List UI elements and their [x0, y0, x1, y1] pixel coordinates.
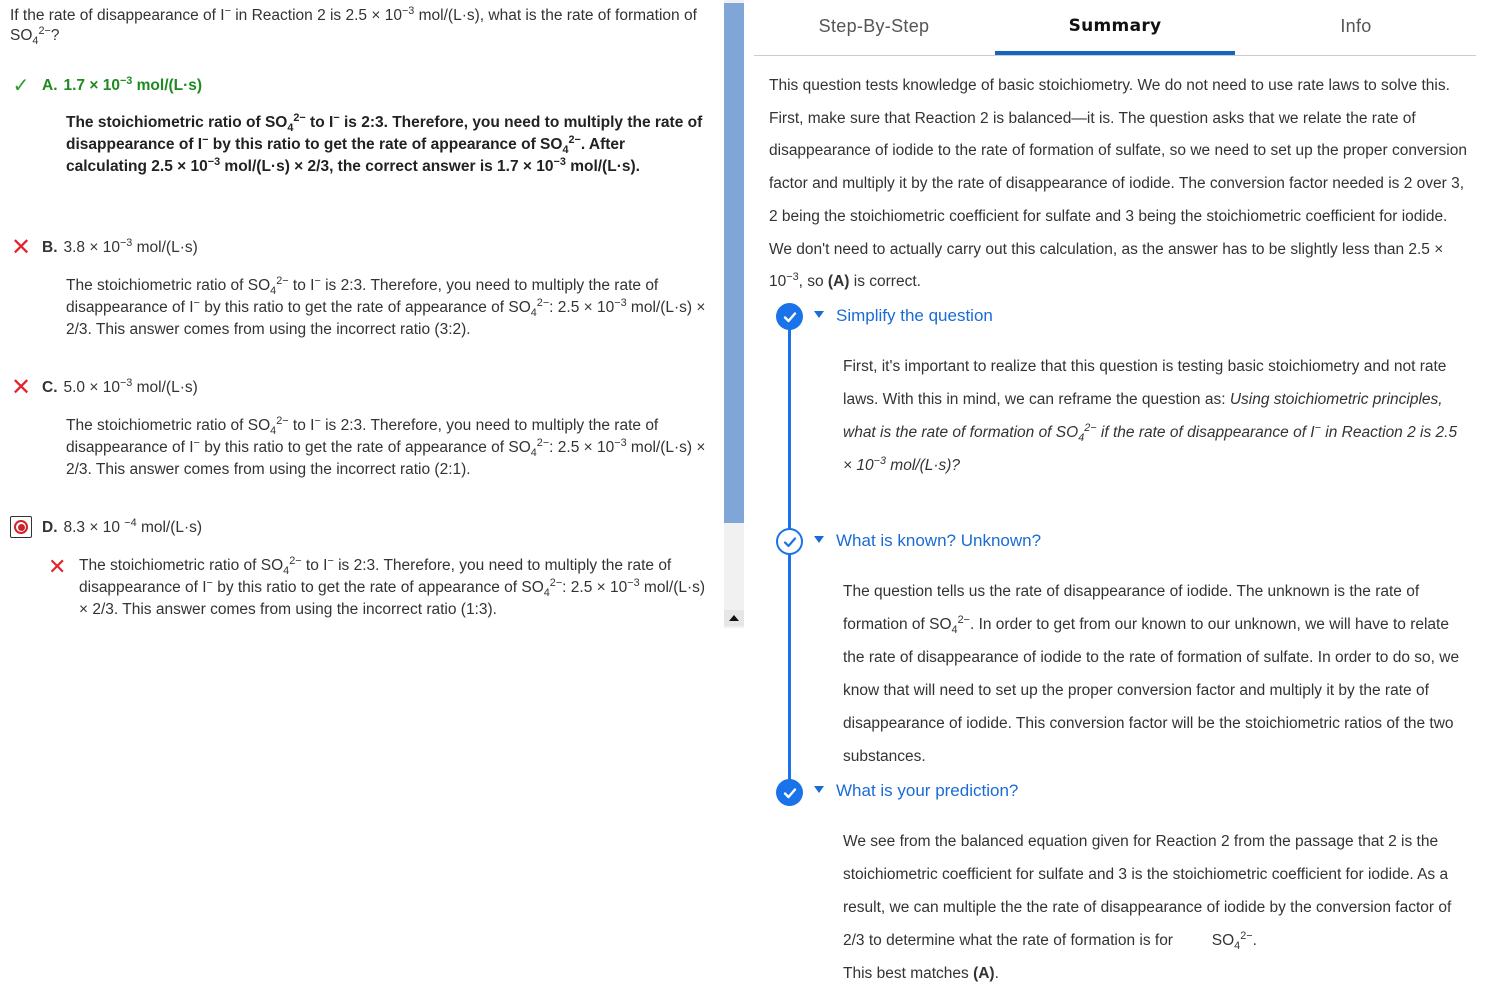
- cross-icon: ✕: [10, 234, 32, 261]
- text-fragment: 2−: [276, 414, 289, 427]
- text-fragment: −: [202, 133, 209, 146]
- caret-down-icon: [814, 786, 824, 793]
- text-fragment: by this ratio to get the rate of appearance of SO: [212, 579, 544, 596]
- active-tab-indicator: [995, 51, 1235, 55]
- text-fragment: mol/(L·s), what is the rate of formation of SO: [10, 7, 697, 44]
- text-fragment: −3: [786, 271, 799, 284]
- choice-b-explanation: [66, 275, 706, 341]
- text-fragment: is 2:3. Therefore, you need to multiply the rate of disappearance of I: [79, 557, 672, 596]
- text-fragment: in Reaction 2 is 2.5 × 10: [843, 424, 1458, 474]
- text-fragment: (A): [827, 273, 850, 291]
- text-fragment: First, it's important to realize that this question is testing basic stoichiometry and not rate laws. With this in mind, we can reframe the question as:: [843, 358, 1447, 408]
- text-fragment: by this ratio to get the rate of appearance of SO: [199, 299, 531, 316]
- tab-info[interactable]: Info: [1340, 16, 1372, 36]
- answer-explanations-pane: [0, 0, 722, 991]
- text-fragment: 4: [530, 447, 537, 460]
- step-known-unknown-body: [843, 575, 1467, 773]
- text-fragment: (A): [973, 965, 995, 982]
- choice-a-explanation: [66, 112, 706, 178]
- text-fragment: .: [1252, 932, 1257, 949]
- text-fragment: D.: [42, 519, 58, 536]
- choice-d-label: [42, 518, 202, 538]
- text-fragment: if the rate of disappearance of I: [1096, 424, 1315, 441]
- choice-d-explanation: [79, 555, 709, 621]
- text-fragment: The stoichiometric ratio of SO: [79, 557, 284, 574]
- text-fragment: 4: [543, 587, 550, 600]
- text-fragment: 4: [951, 624, 958, 637]
- text-fragment: 4: [530, 307, 537, 320]
- text-fragment: −4: [124, 516, 137, 529]
- text-fragment: Simplify the question: [836, 306, 993, 325]
- text-fragment: 8.3 × 10: [63, 519, 125, 536]
- text-fragment: to I: [288, 277, 315, 294]
- text-fragment: −: [193, 436, 200, 449]
- text-fragment: −: [224, 4, 231, 17]
- text-fragment: We see from the balanced equation given for Reaction 2 from the passage that 2 is the stoichiometric coefficient for sulfate and 3 is the stoichiometric coefficient for iodide. As a result, we can multiple the the rate of disappearance of iodide by the conversion factor of 2/3 to determine what the rate of formation is for: [843, 833, 1452, 949]
- text-fragment: −3: [553, 155, 566, 168]
- step-known-unknown[interactable]: [814, 531, 1041, 551]
- text-fragment: mol/(L·s): [136, 519, 203, 536]
- text-fragment: −: [327, 554, 334, 567]
- text-fragment: −3: [614, 296, 627, 309]
- text-fragment: −3: [207, 155, 221, 168]
- text-fragment: This best matches: [843, 965, 974, 982]
- choice-c-explanation: [66, 415, 706, 481]
- text-fragment: 2−: [38, 24, 51, 37]
- step-check-outline-icon: [776, 528, 803, 555]
- step-prediction[interactable]: [814, 781, 1018, 801]
- text-fragment: 2−: [276, 274, 289, 287]
- text-fragment: is 2:3. Therefore, you need to multiply the rate of disappearance of I: [66, 417, 659, 456]
- text-fragment: .: [994, 965, 999, 982]
- text-fragment: 4: [562, 144, 569, 157]
- text-fragment: −3: [119, 74, 133, 87]
- text-fragment: 2−: [536, 296, 550, 309]
- text-fragment: The stoichiometric ratio of SO: [66, 114, 288, 131]
- text-fragment: to I: [301, 557, 328, 574]
- text-fragment: −3: [119, 376, 133, 389]
- text-fragment: The stoichiometric ratio of SO: [66, 277, 271, 294]
- text-fragment: 1.7 × 10: [63, 77, 120, 94]
- text-fragment: mol/(L·s): [132, 239, 198, 256]
- text-fragment: A.: [42, 77, 58, 94]
- text-fragment: This question tests knowledge of basic stoichiometry. We do not need to use rate laws to solve this. First, make sure that Reaction 2 is balanced—it is. The question asks that we relate the rate of disappearance of iodide to the rate of formation of sulfate, so we need to set up the proper conversion factor and multiply it by the rate of disappearance of iodide. The conversion factor needed is 2 over 3, 2 being the stoichiometric coefficient for sulfate and 3 being the stoichiometric coefficient for iodide. We don't need to actually carry out this calculation, as the answer has to be slightly less than 2.5 × 10: [769, 77, 1467, 291]
- text-fragment: in Reaction 2 is 2.5 × 10: [230, 7, 402, 24]
- choice-b-label: [42, 238, 198, 258]
- tab-summary[interactable]: Summary: [1068, 16, 1162, 36]
- text-fragment: mol/(L·s): [132, 77, 203, 94]
- caret-down-icon: [814, 311, 824, 318]
- text-fragment: 2−: [293, 111, 306, 124]
- text-fragment: −3: [614, 436, 627, 449]
- step-simplify-question[interactable]: [814, 306, 993, 326]
- scroll-up-arrow-icon[interactable]: [724, 610, 744, 626]
- cross-icon: ✕: [10, 374, 32, 401]
- text-fragment: −3: [627, 576, 640, 589]
- selected-radio-icon[interactable]: [10, 516, 32, 538]
- text-fragment: B.: [42, 239, 58, 256]
- text-fragment: mol/(L·s) × 2/3. This answer comes from using the incorrect ratio (3:2).: [66, 299, 706, 338]
- text-fragment: −: [314, 414, 321, 427]
- text-fragment: . After calculating 2.5 × 10: [66, 136, 626, 175]
- text-fragment: mol/(L·s) × 2/3. This answer comes from using the incorrect ratio (2:1).: [66, 439, 706, 478]
- explanation-panel: [752, 0, 1487, 991]
- text-fragment: 4: [287, 122, 294, 135]
- text-fragment: −: [193, 296, 200, 309]
- summary-paragraph: [769, 70, 1469, 299]
- text-fragment: is 2:3. Therefore, you need to multiply the rate of disappearance of I: [66, 114, 703, 153]
- cross-icon: ✕: [48, 554, 67, 579]
- text-fragment: is correct.: [849, 273, 921, 291]
- text-fragment: 4: [270, 425, 277, 438]
- text-fragment: SO: [1211, 932, 1235, 949]
- text-fragment: 2−: [289, 554, 302, 567]
- step-complete-check-icon: [776, 303, 803, 330]
- text-fragment: 2−: [568, 133, 581, 146]
- text-fragment: by this ratio to get the rate of appearance of SO: [199, 439, 531, 456]
- text-fragment: −: [314, 274, 321, 287]
- text-fragment: 3.8 × 10: [63, 239, 120, 256]
- text-fragment: 2−: [549, 576, 563, 589]
- tab-bar: [754, 0, 1476, 56]
- text-fragment: by this ratio to get the rate of appearance of SO: [208, 136, 563, 153]
- text-fragment: 2−: [957, 613, 970, 626]
- text-fragment: ?: [50, 27, 60, 44]
- text-fragment: mol/(L·s).: [565, 158, 640, 175]
- step-complete-check-icon: [776, 779, 803, 806]
- text-fragment: mol/(L·s) × 2/3. This answer comes from using the incorrect ratio (1:3).: [79, 579, 706, 618]
- scrollbar-thumb[interactable]: [724, 3, 744, 523]
- step-prediction-body: [843, 825, 1467, 990]
- text-fragment: −3: [873, 454, 886, 467]
- text-fragment: 2−: [536, 436, 550, 449]
- text-fragment: The stoichiometric ratio of SO: [66, 417, 271, 434]
- text-fragment: 4: [283, 565, 290, 578]
- text-fragment: 4: [32, 35, 39, 48]
- caret-down-icon: [814, 536, 824, 543]
- text-fragment: . In order to get from our known to our unknown, we will have to relate the rate of disappearance of iodide to the rate of formation of sulfate. In order to do so, we know that will need to set up the proper conversion factor and multiply it by the rate of disappearance of iodide. This conversion factor will be the stoichiometric ratios of the two substances.: [843, 616, 1460, 765]
- question-text: [10, 6, 700, 46]
- text-fragment: The question tells us the rate of disappearance of iodide. The unknown is the rate of formation of SO: [843, 583, 1420, 633]
- text-fragment: −3: [401, 4, 415, 17]
- check-icon: ✓: [12, 75, 30, 97]
- text-fragment: 4: [1234, 940, 1241, 953]
- text-fragment: : 2.5 × 10: [549, 439, 615, 456]
- text-fragment: −: [333, 111, 340, 124]
- tab-step-by-step[interactable]: Step-By-Step: [818, 16, 930, 36]
- choice-a-label: [42, 76, 202, 96]
- text-fragment: 5.0 × 10: [63, 379, 120, 396]
- text-fragment: If the rate of disappearance of I: [10, 7, 225, 24]
- text-fragment: 2−: [1240, 929, 1253, 942]
- text-fragment: 2−: [1084, 421, 1097, 434]
- text-fragment: , so: [798, 273, 828, 291]
- text-fragment: What is known? Unknown?: [836, 531, 1042, 550]
- text-fragment: C.: [42, 379, 58, 396]
- text-fragment: mol/(L·s): [132, 379, 198, 396]
- text-fragment: : 2.5 × 10: [562, 579, 628, 596]
- text-fragment: −3: [119, 236, 133, 249]
- choice-c-label: [42, 378, 198, 398]
- text-fragment: : 2.5 × 10: [549, 299, 615, 316]
- text-fragment: 4: [270, 285, 277, 298]
- step-simplify-body: [843, 350, 1467, 482]
- text-fragment: Using stoichiometric principles, what is the rate of formation of SO: [843, 391, 1443, 441]
- text-fragment: to I: [305, 114, 334, 131]
- left-pane-scrollbar[interactable]: [724, 0, 744, 628]
- text-fragment: to I: [288, 417, 315, 434]
- text-fragment: mol/(L·s) × 2/3, the correct answer is 1.7 × 10: [220, 158, 554, 175]
- text-fragment: mol/(L·s)?: [885, 457, 961, 474]
- text-fragment: What is your prediction?: [836, 781, 1019, 800]
- text-fragment: −: [206, 576, 213, 589]
- text-fragment: −: [1314, 421, 1321, 434]
- text-fragment: 4: [1078, 432, 1085, 445]
- text-fragment: is 2:3. Therefore, you need to multiply the rate of disappearance of I: [66, 277, 659, 316]
